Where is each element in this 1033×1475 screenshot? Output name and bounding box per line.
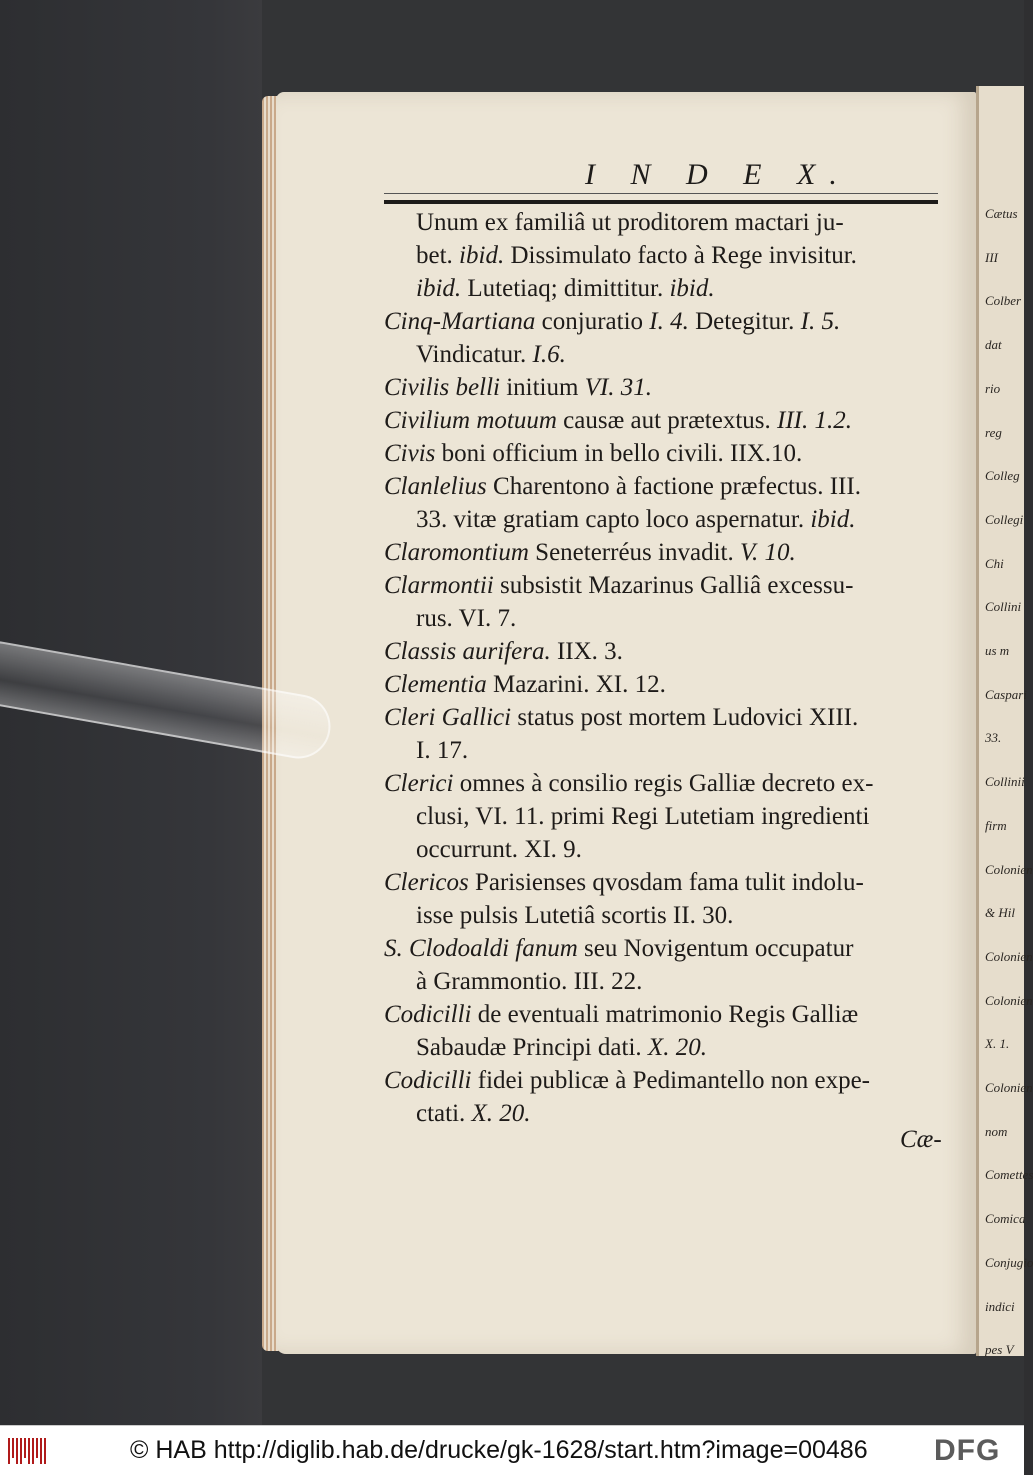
index-term: Clementia: [384, 671, 487, 698]
index-text: Vindicatur.: [416, 341, 533, 368]
index-line: [416, 241, 857, 271]
index-line: [416, 340, 566, 370]
adjacent-page-fragment: 33.: [985, 730, 1002, 746]
index-term: Claromontium: [384, 539, 529, 566]
barcode-bar: [44, 1438, 46, 1464]
index-term: Civilium motuum: [384, 407, 557, 434]
adjacent-page-fragment: X. 1.: [985, 1036, 1010, 1052]
adjacent-page-fragment: rio: [985, 380, 1001, 396]
adjacent-page-fragment: dat: [985, 337, 1002, 353]
index-text: omnes à consilio regis Galliæ decreto ex-: [453, 770, 874, 797]
index-term: Civilis belli: [384, 374, 500, 401]
adjacent-page-fragment: Collinii: [985, 774, 1025, 790]
index-term: I.6.: [532, 341, 566, 368]
adjacent-page-fragment: firm: [985, 817, 1007, 833]
index-text: boni officium in bello civili. IIX.10.: [435, 440, 803, 467]
index-text: 33. vitæ gratiam capto loco aspernatur.: [416, 506, 811, 533]
index-term: Clarmontii: [384, 572, 494, 599]
adjacent-page-fragment: Colonien: [985, 948, 1033, 964]
index-text: clusi, VI. 11. primi Regi Lutetiam ingredienti: [416, 803, 870, 830]
barcode-bar: [24, 1438, 26, 1458]
barcode-bar: [8, 1438, 10, 1464]
index-text: subsistit Mazarinus Galliâ excessu-: [493, 572, 854, 599]
index-term: ibid.: [459, 242, 505, 269]
catchword: Cæ-: [900, 1126, 942, 1153]
viewer-footer: [0, 1425, 1024, 1475]
index-text: Lutetiaq; dimittitur.: [461, 275, 670, 302]
adjacent-page: [976, 86, 1033, 1358]
index-line: [384, 1000, 858, 1030]
index-text: bet.: [416, 242, 460, 269]
index-term: S. Clodoaldi fanum: [384, 935, 578, 962]
adjacent-page-fragment: Collegi: [985, 511, 1024, 527]
index-text: status post mortem Ludovici XIII.: [511, 704, 859, 731]
adjacent-page-fragment: Colonien: [985, 1080, 1033, 1096]
barcode-bar: [36, 1438, 38, 1458]
index-line: [384, 406, 852, 436]
adjacent-page-fragment: Caspari: [985, 686, 1027, 702]
index-text: Unum ex familiâ ut proditorem mactari ju-: [416, 209, 844, 236]
index-text: Detegitur.: [688, 308, 801, 335]
index-text: de eventuali matrimonio Regis Galliæ: [471, 1001, 859, 1028]
index-line: [384, 373, 652, 403]
adjacent-page-fragment: Comica: [985, 1211, 1026, 1227]
index-line: [416, 736, 468, 766]
index-term: ibid.: [669, 275, 715, 302]
index-term: VI. 31.: [584, 374, 653, 401]
index-line: [384, 538, 796, 568]
head-rule: [384, 200, 938, 204]
index-line: [416, 505, 856, 535]
index-term: I. 4.: [649, 308, 689, 335]
index-term: Clericos: [384, 869, 469, 896]
index-term: Classis aurifera.: [384, 638, 551, 665]
index-line: [416, 901, 733, 931]
index-line: [384, 868, 864, 898]
adjacent-page-fragment: Chi: [985, 555, 1004, 571]
adjacent-page-fragment: pes V: [985, 1342, 1014, 1358]
index-term: Cinq-Martiana: [384, 308, 536, 335]
barcode-bar: [16, 1438, 18, 1464]
running-head: I N D E X.: [585, 158, 851, 191]
index-term: X. 20.: [471, 1100, 531, 1127]
adjacent-page-fragment: Comettes: [985, 1167, 1033, 1183]
index-term: Clanlelius: [384, 473, 487, 500]
index-term: Cleri Gallici: [384, 704, 512, 731]
head-rule-thin: [384, 193, 938, 194]
index-text: à Grammontio. III. 22.: [416, 968, 643, 995]
adjacent-page-fragment: us m: [985, 643, 1010, 659]
index-line: [416, 967, 642, 997]
index-line: [416, 274, 715, 304]
index-line: [384, 670, 666, 700]
adjacent-page-fragment: Collini: [985, 599, 1022, 615]
index-text: isse pulsis Lutetiâ scortis II. 30.: [416, 902, 734, 929]
index-line: [384, 934, 853, 964]
adjacent-page-fragment: & Hil: [985, 905, 1015, 921]
barcode-bar: [28, 1438, 30, 1464]
adjacent-page-fragment: reg: [985, 424, 1002, 440]
index-line: [416, 604, 516, 634]
index-text: rus. VI. 7.: [416, 605, 517, 632]
index-line: [416, 802, 869, 832]
adjacent-page-fragment: indici: [985, 1298, 1015, 1314]
index-text: occurrunt. XI. 9.: [416, 836, 582, 863]
adjacent-page-fragment: III: [985, 249, 998, 265]
footer-url[interactable]: © HAB http://diglib.hab.de/drucke/gk-1628/start.htm?image=00486: [130, 1436, 868, 1464]
index-line: [384, 1066, 870, 1096]
index-text: Charentono à factione præfectus. III.: [486, 473, 861, 500]
dfg-logo: DFG: [934, 1434, 1001, 1467]
index-line: [416, 1033, 707, 1063]
index-text: IIX. 3.: [550, 638, 623, 665]
index-term: X. 20.: [647, 1034, 707, 1061]
index-line: [384, 571, 853, 601]
index-term: Codicilli: [384, 1001, 472, 1028]
index-text: Dissimulato facto à Rege invisitur.: [504, 242, 857, 269]
index-term: ibid.: [416, 275, 462, 302]
index-term: Civis: [384, 440, 436, 467]
index-text: Parisienses qvosdam fama tulit indolu-: [468, 869, 864, 896]
index-term: III. 1.2.: [777, 407, 853, 434]
barcode-bar: [12, 1438, 14, 1458]
adjacent-page-fragment: Conjugio: [985, 1254, 1033, 1270]
adjacent-page-fragment: Cætus: [985, 206, 1018, 221]
barcode-bar: [32, 1438, 34, 1464]
adjacent-page-fragment: nom: [985, 1123, 1008, 1139]
index-text: I. 17.: [416, 737, 469, 764]
index-line: [384, 439, 802, 469]
index-text: conjuratio: [535, 308, 650, 335]
adjacent-page-fragment: Colonien: [985, 861, 1033, 877]
index-term: I. 5.: [800, 308, 841, 335]
index-text: seu Novigentum occupatur: [577, 935, 854, 962]
index-text: Seneterréus invadit.: [528, 539, 740, 566]
index-text: causæ aut prætextus.: [556, 407, 778, 434]
adjacent-page-fragment: Colonien: [985, 992, 1033, 1008]
adjacent-page-fragment: Colber: [985, 293, 1022, 309]
index-text: fidei publicæ à Pedimantello non expe-: [471, 1067, 871, 1094]
adjacent-page-fragment: Colleg: [985, 468, 1020, 484]
barcode-bar: [40, 1438, 42, 1464]
index-line: [416, 208, 844, 238]
index-term: Clerici: [384, 770, 454, 797]
index-text: initium: [499, 374, 585, 401]
index-line: [384, 472, 861, 502]
index-line: [416, 1099, 531, 1129]
index-text: Sabaudæ Principi dati.: [416, 1034, 648, 1061]
index-term: V. 10.: [739, 539, 796, 566]
index-line: [384, 703, 858, 733]
barcode-icon: [8, 1438, 46, 1464]
index-line: [384, 307, 840, 337]
index-line: [416, 835, 582, 865]
index-text: ctati.: [416, 1100, 472, 1127]
index-term: Codicilli: [384, 1067, 472, 1094]
barcode-bar: [20, 1438, 22, 1464]
index-line: [384, 637, 623, 667]
index-line: [384, 769, 873, 799]
index-term: ibid.: [810, 506, 856, 533]
index-text: Mazarini. XI. 12.: [486, 671, 666, 698]
